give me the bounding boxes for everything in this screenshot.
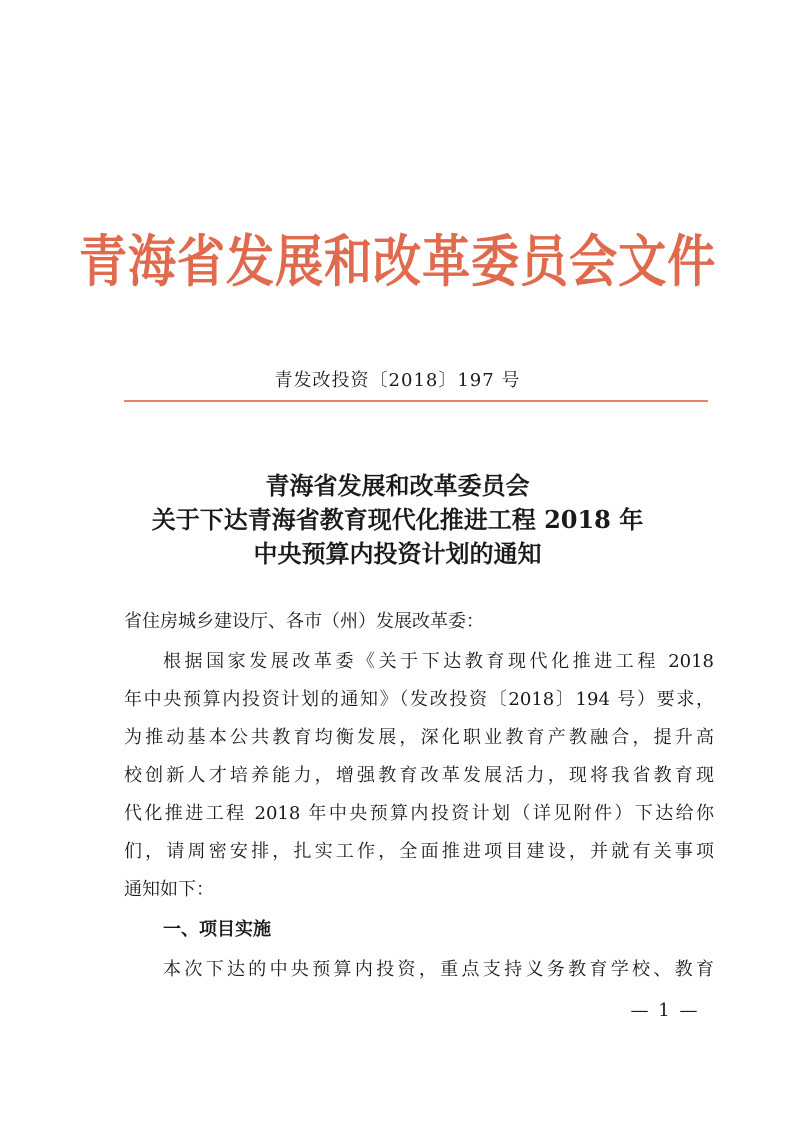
notice-title-line-2: 关于下达青海省教育现代化推进工程 2018 年 (151, 505, 644, 534)
body-paragraph-line: 校创新人才培养能力，增强教育改革发展活力，现将我省教育现 (124, 765, 714, 786)
body-paragraph-line: 根据国家发展改革委《关于下达教育现代化推进工程 2018 (163, 651, 714, 672)
page-number: — 1 — (630, 1000, 700, 1021)
body-paragraph-line: 们，请周密安排，扎实工作，全面推进项目建设，并就有关事项 (124, 841, 714, 862)
body-paragraph-line: 通知如下： (124, 879, 214, 900)
body-paragraph-line: 本次下达的中央预算内投资，重点支持义务教育学校、教育 (163, 959, 714, 980)
notice-title-line-3: 中央预算内投资计划的通知 (253, 539, 542, 568)
notice-title-line-1: 青海省发展和改革委员会 (265, 471, 530, 500)
section-heading: 一、项目实施 (163, 919, 271, 940)
issuer-header-title: 青海省发展和改革委员会文件 (78, 229, 717, 295)
body-paragraph-line: 代化推进工程 2018 年中央预算内投资计划（详见附件）下达给你 (124, 803, 714, 824)
addressee-line: 省住房城乡建设厅、各市（州）发展改革委： (124, 611, 484, 632)
body-paragraph-line: 年中央预算内投资计划的通知》（发改投资〔2018〕194 号）要求， (124, 689, 714, 710)
red-separator-line (124, 400, 708, 402)
document-number: 青发改投资〔2018〕197 号 (274, 370, 521, 391)
body-paragraph-line: 为推动基本公共教育均衡发展，深化职业教育产教融合，提升高 (124, 727, 714, 748)
